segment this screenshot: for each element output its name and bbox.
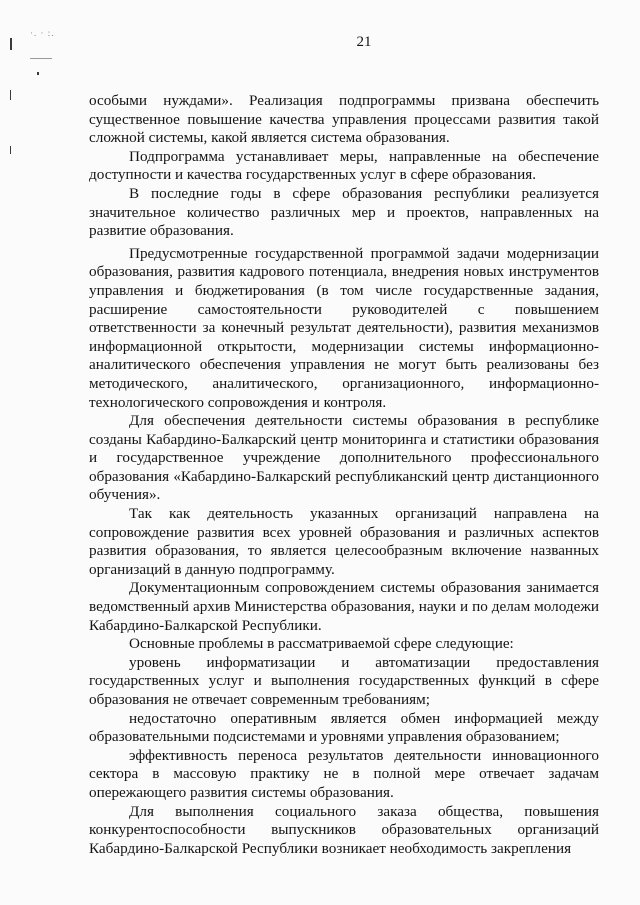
page-number: 21 bbox=[356, 34, 372, 50]
document-body bbox=[89, 92, 599, 858]
paragraph: Так как деятельность указанных организаций направлена на сопровождение развития всех уровней образования и различных аспектов развития образования, то является целесообразным включение названных организаций в данную подпрограмму. bbox=[89, 505, 599, 578]
paragraph: Предусмотренные государственной программой задачи модернизации образования, развития кадрового потенциала, внедрения новых инструментов управления и бюджетирования (в том числе государственные задания, расширение самостоятельности руководителей с повышением ответственности за конечный результат деятельности), развития механизмов информационной открытости, модернизации системы информационно-аналитического обеспечения управления не могут быть реализованы без методического, аналитического, организационного, информационно-технологического сопровождения и контроля. bbox=[89, 244, 599, 411]
paragraph: уровень информатизации и автоматизации предоставления государственных услуг и выполнения государственных функций в сфере образования не отвечает современным требованиям; bbox=[89, 653, 599, 708]
scan-artifact bbox=[37, 72, 39, 75]
paragraph: особыми нуждами». Реализация подпрограммы призвана обеспечить существенное повышение качества управления процессами развития такой сложной системы, какой является система образования. bbox=[89, 92, 599, 147]
scan-artifact bbox=[10, 146, 11, 154]
paragraph: Подпрограмма устанавливает меры, направленные на обеспечение доступности и качества государственных услуг в сфере образования. bbox=[89, 147, 599, 184]
scan-artifact bbox=[30, 58, 52, 59]
paragraph: Для обеспечения деятельности системы образования в республике созданы Кабардино-Балкарский центр мониторинга и статистики образования и государственное учреждение дополнительного профессионального образования «Кабардино-Балкарский республиканский центр дистанционного обучения». bbox=[89, 412, 599, 504]
paragraph: В последние годы в сфере образования республики реализуется значительное количество различных мер и проектов, направленных на развитие образования. bbox=[89, 184, 599, 240]
scan-artifact: ·. · :. bbox=[30, 28, 55, 38]
scan-artifact bbox=[10, 90, 11, 100]
paragraph: Основные проблемы в рассматриваемой сфере следующие: bbox=[129, 635, 514, 653]
paragraph: недостаточно оперативным является обмен информацией между образовательными подсистемами и уровнями управления образованием; bbox=[89, 709, 599, 746]
paragraph: эффективность переноса результатов деятельности инновационного сектора в массовую практику не в полной мере отвечает задачам опережающего развития системы образования. bbox=[89, 746, 599, 801]
paragraph: Для выполнения социального заказа общества, повышения конкурентоспособности выпускников образовательных организаций Кабардино-Балкарской Республики возникает необходимость закрепления bbox=[89, 802, 599, 857]
paragraph: Документационным сопровождением системы образования занимается ведомственный архив Министерства образования, науки и по делам молодежи Кабардино-Балкарской Республики. bbox=[89, 579, 599, 634]
